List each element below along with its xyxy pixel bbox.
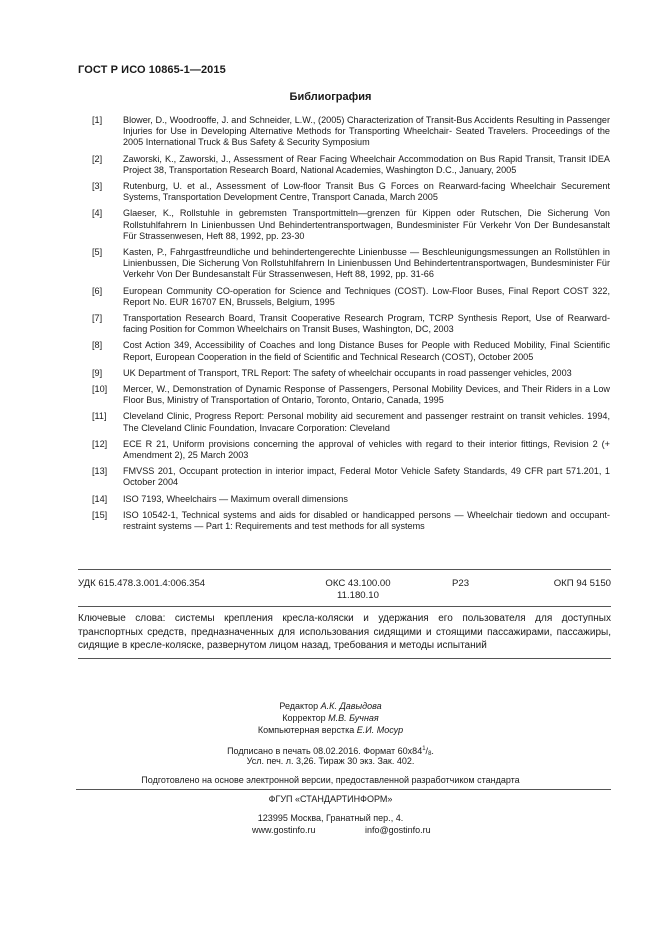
ref-text: ISO 7193, Wheelchairs — Maximum overall dimensions	[123, 493, 348, 504]
ref-text: ECE R 21, Uniform provisions concerning the approval of vehicles with regard to their interior fittings, Revision 2 (+ Amendment 2), 25 March 2003	[123, 438, 610, 461]
ref-number: [8]	[92, 340, 103, 351]
ref-text: Transportation Research Board, Transit Cooperative Research Program, TCRP Synthesis Report, Use of Rearward-facing Position for Common Wheelchairs on Transit Buses, Washington, DC, 2003	[123, 313, 610, 335]
ref-text: Glaeser, K., Rollstuhle in gebremsten Transportmitteln—grenzen für Kippen oder Rutschen, Die Sicherung Von Rollstuhlfahrern In Linienbussen Und Behindertentransportwagen, Bundesminister Für Verkehr Von Der Bundesanstalt Für Strassenwesen, Heft 88, 1992, pp. 23-30	[123, 208, 610, 241]
ref-number: [1]	[92, 115, 103, 125]
p-code: P23	[452, 578, 470, 589]
divider	[78, 606, 611, 607]
bibliography-list	[78, 115, 610, 537]
ref-text: ISO 10542-1, Technical systems and aids for disabled or handicapped persons — Wheelchair tiedown and occupant-restraint systems — Part 1: Requirements and test methods for all systems	[123, 509, 610, 532]
ref-text: FMVSS 201, Occupant protection in interior impact, Federal Motor Vehicle Safety Standards, 49 CFR part 571.201, 1 October 2004	[123, 466, 610, 488]
bibliography-item	[78, 286, 610, 308]
bibliography-item	[78, 368, 610, 379]
corrector-line	[0, 712, 661, 724]
signed-line: Подписано в печать 08.02.2016. Формат $60x84^1/8$.	[227, 746, 434, 757]
bibliography-item	[78, 411, 610, 433]
ref-number: [13]	[92, 466, 108, 477]
editor-line	[0, 700, 661, 712]
prepared-note: Подготовлено на основе электронной версии, предоставленной разработчиком стандарта	[141, 775, 520, 785]
ref-number: [7]	[92, 313, 103, 324]
editor-label: Редактор	[279, 701, 319, 711]
standard-designation: ГОСТ Р ИСО 10865-1—2015	[78, 64, 226, 76]
email-link[interactable]: info@gostinfo.ru	[365, 825, 431, 835]
bibliography-item	[78, 208, 610, 242]
ref-number: [4]	[92, 208, 103, 219]
bibliography-item	[78, 115, 610, 149]
layout-line	[0, 724, 661, 736]
ref-text: Mercer, W., Demonstration of Dynamic Response of Passengers, Personal Mobility Devices, and Their Riders in a Low Floor Bus, Ministry of Transportation of Ontario, Toronto, Ontario, Canada, 1995	[123, 384, 610, 406]
bibliography-item	[78, 439, 610, 461]
okp-code: ОКП 94 5150	[553, 578, 611, 589]
divider	[78, 658, 611, 659]
ref-number: [9]	[92, 367, 103, 378]
oks-code-line: ОКС 43.100.00	[325, 578, 391, 589]
layout-name: Е.И. Мосур	[356, 725, 404, 735]
bibliography-item	[78, 313, 610, 335]
ref-number: [2]	[92, 153, 103, 164]
publisher-name: ФГУП «СТАНДАРТИНФОРМ»	[268, 794, 393, 804]
ref-number: [3]	[92, 181, 103, 192]
ref-text: Kasten, P., Fahrgastfreundliche und behindertengerechte Linienbusse — Beschleunigungsmessungen an Rollstühlen in Linienbussen, Die Sicherung Von Rollstuhlfahrern In Linienbussen Und Behindertentransportwagen, Bundesminister Für Verkehr Von Der Bundesanstalt Für Strassenwesen, Heft 88, 1992, pp. 31-66	[123, 247, 610, 280]
format-denominator: 8	[428, 751, 432, 757]
ref-text: UK Department of Transport, TRL Report: The safety of wheelchair occupants in road passenger vehicles, 2003	[123, 367, 572, 378]
divider	[76, 789, 611, 790]
corrector-label: Корректор	[282, 713, 326, 723]
oks-code	[318, 578, 398, 602]
ref-number: [6]	[92, 285, 103, 296]
bibliography-item	[78, 340, 610, 362]
signed-text: Подписано в печать 08.02.2016. Формат 60x84	[227, 746, 423, 756]
ref-number: [11]	[92, 411, 107, 422]
ref-text: Cleveland Clinic, Progress Report: Personal mobility aid securement and passenger restraint on transit vehicles. 1994, The Cleveland Clinic Foundation, Invacare Corporation: Cleveland	[123, 411, 610, 433]
bibliography-item	[78, 154, 610, 176]
publisher-contacts	[0, 812, 661, 835]
bibliography-item	[78, 247, 610, 281]
corrector-name: М.В. Бучная	[328, 713, 379, 723]
print-info: Усл. печ. л. 3,26. Тираж 30 экз. Зак. 402.	[246, 756, 415, 766]
ref-number: [12]	[92, 438, 108, 449]
bibliography-title: Библиография	[289, 91, 372, 103]
divider	[78, 569, 611, 570]
ref-text: Zaworski, K., Zaworski, J., Assessment of Rear Facing Wheelchair Accommodation on Bus Rapid Transit, Transit IDEA Project 38, Transportation Research Board, National Academies, Washington D.C., January, 2005	[123, 153, 610, 175]
ref-number: [5]	[92, 247, 103, 258]
ref-text: Blower, D., Woodrooffe, J. and Schneider, L.W., (2005) Characterization of Transit-Bus Accidents Resulting in Passenger Injuries for Use in Developing Alternative Methods for Transporting Wheelchair- Seated Travelers. Proceedings of the 2005 International Truck & Bus Safety & Security Symposium	[123, 115, 610, 148]
ref-number: [10]	[92, 384, 108, 395]
editor-name: А.К. Давыдова	[320, 701, 382, 711]
keywords-text: Ключевые слова: системы крепления кресла-коляски и удержания его пользователя для доступных транспортных средств, предназначенных для использования сидящими и стоящими пассажирами, пассажиры, сидящие в кресле-коляске, развернутом лицом назад, требования и методы испытаний	[78, 613, 611, 652]
bibliography-item	[78, 466, 610, 488]
udk-code: УДК 615.478.3.001.4:006.354	[78, 578, 206, 589]
ref-text: European Community CO-operation for Science and Techniques (COST). Low-Floor Buses, Final Report COST 322, Report No. EUR 16707 EN, Brussels, Belgium, 1995	[123, 285, 610, 307]
bibliography-item	[78, 494, 610, 505]
bibliography-item	[78, 510, 610, 532]
ref-text: Rutenburg, U. et al., Assessment of Low-floor Transit Bus G Forces on Rearward-facing Wheelchair Securement Systems, Transportation Development Centre, Transport Canada, March 2005	[123, 181, 610, 203]
ref-number: [14]	[92, 493, 108, 504]
website-link[interactable]: www.gostinfo.ru	[252, 825, 316, 835]
bibliography-item	[78, 384, 610, 406]
layout-label: Компьютерная верстка	[257, 725, 355, 735]
ref-text: Cost Action 349, Accessibility of Coaches and long Distance Buses for People with Reduced Mobility, Final Scientific Report, European Cooperation in the field of Scientific and Technical Research (COST), October 2005	[123, 340, 610, 362]
ref-number: [15]	[92, 509, 108, 520]
publisher-address: 123995 Москва, Гранатный пер., 4.	[257, 813, 404, 823]
bibliography-item	[78, 181, 610, 203]
format-numerator: 1	[422, 746, 426, 752]
oks-code-line: 11.180.10	[337, 590, 379, 601]
